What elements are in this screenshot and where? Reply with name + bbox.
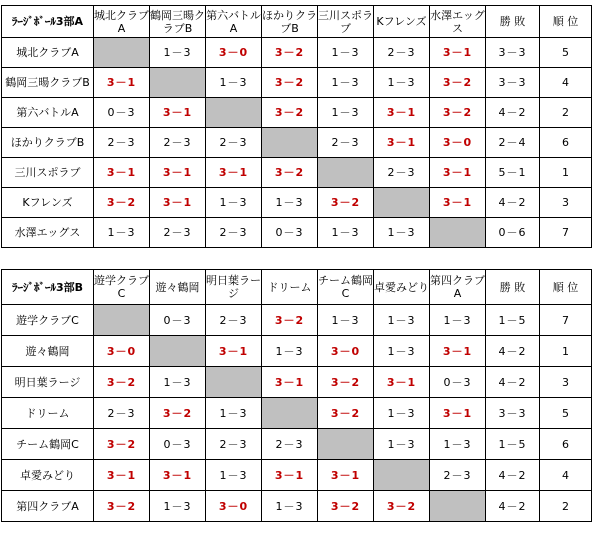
score-cell-win: 3－1: [374, 367, 430, 398]
column-header-team-2: 遊々鶴岡: [150, 270, 206, 305]
score-cell-loss: 0－3: [430, 367, 486, 398]
score-cell-win: 3－1: [430, 38, 486, 68]
table-row: [2, 188, 592, 218]
score-cell-loss: 1－3: [150, 491, 206, 522]
score-cell-win: 3－0: [430, 128, 486, 158]
self-match-cell: [150, 336, 206, 367]
score-cell-win: 3－1: [262, 460, 318, 491]
score-cell-loss: 1－3: [94, 218, 150, 248]
score-cell-win: 3－1: [430, 158, 486, 188]
column-header-team-7: 水澤エッグス: [430, 6, 486, 38]
record-cell: 4－2: [486, 491, 540, 522]
score-cell-win: 3－2: [430, 68, 486, 98]
score-cell-loss: 1－3: [206, 460, 262, 491]
score-cell-win: 3－1: [94, 158, 150, 188]
score-cell-win: 3－0: [318, 336, 374, 367]
self-match-cell: [374, 188, 430, 218]
score-cell-win: 3－2: [262, 38, 318, 68]
score-cell-win: 3－2: [262, 98, 318, 128]
column-header-rank: 順 位: [540, 6, 592, 38]
row-team-name: 卓愛みどり: [2, 460, 94, 491]
table-row: [2, 429, 592, 460]
row-team-name: 第四クラブA: [2, 491, 94, 522]
score-cell-win: 3－2: [94, 491, 150, 522]
score-cell-loss: 1－3: [318, 98, 374, 128]
self-match-cell: [430, 218, 486, 248]
league-table-3b: [1, 269, 592, 522]
column-header-team-5: 三川スポラブ: [318, 6, 374, 38]
table-row: [2, 491, 592, 522]
table-row: [2, 128, 592, 158]
rank-cell: 2: [540, 98, 592, 128]
record-cell: 0－6: [486, 218, 540, 248]
score-cell-win: 3－1: [430, 398, 486, 429]
record-cell: 4－2: [486, 98, 540, 128]
column-header-record: 勝 敗: [486, 6, 540, 38]
score-cell-win: 3－2: [318, 188, 374, 218]
score-cell-win: 3－1: [94, 68, 150, 98]
table-row: [2, 305, 592, 336]
score-cell-win: 3－0: [206, 38, 262, 68]
self-match-cell: [430, 491, 486, 522]
score-cell-loss: 2－3: [206, 305, 262, 336]
rank-cell: 3: [540, 188, 592, 218]
rank-cell: 1: [540, 158, 592, 188]
self-match-cell: [94, 38, 150, 68]
table-row: [2, 38, 592, 68]
score-cell-win: 3－1: [374, 98, 430, 128]
rank-cell: 7: [540, 305, 592, 336]
row-team-name: Kフレンズ: [2, 188, 94, 218]
self-match-cell: [206, 367, 262, 398]
column-header-team-4: ほかりクラブB: [262, 6, 318, 38]
table-row: [2, 367, 592, 398]
score-cell-loss: 0－3: [94, 98, 150, 128]
rank-cell: 6: [540, 128, 592, 158]
column-header-team-5: チーム鶴岡C: [318, 270, 374, 305]
score-cell-loss: 2－3: [94, 128, 150, 158]
score-cell-win: 3－1: [206, 336, 262, 367]
table-row: [2, 460, 592, 491]
score-cell-win: 3－1: [374, 128, 430, 158]
score-cell-loss: 2－3: [206, 218, 262, 248]
score-cell-win: 3－1: [150, 98, 206, 128]
row-team-name: ほかりクラブB: [2, 128, 94, 158]
league-table-3a: [1, 5, 592, 248]
column-header-team-1: 遊学クラブC: [94, 270, 150, 305]
score-cell-loss: 0－3: [150, 429, 206, 460]
score-cell-win: 3－2: [94, 367, 150, 398]
row-team-name: チーム鶴岡C: [2, 429, 94, 460]
record-cell: 2－4: [486, 128, 540, 158]
rank-cell: 5: [540, 38, 592, 68]
score-cell-win: 3－1: [150, 188, 206, 218]
self-match-cell: [374, 460, 430, 491]
score-cell-win: 3－1: [94, 460, 150, 491]
score-cell-loss: 1－3: [262, 188, 318, 218]
score-cell-win: 3－1: [262, 367, 318, 398]
score-cell-loss: 2－3: [374, 38, 430, 68]
row-team-name: 第六バトルA: [2, 98, 94, 128]
score-cell-loss: 0－3: [262, 218, 318, 248]
score-cell-win: 3－1: [150, 158, 206, 188]
score-cell-loss: 1－3: [318, 305, 374, 336]
record-cell: 3－3: [486, 38, 540, 68]
score-cell-win: 3－0: [206, 491, 262, 522]
score-cell-win: 3－1: [318, 460, 374, 491]
record-cell: 5－1: [486, 158, 540, 188]
column-header-team-3: 第六バトルA: [206, 6, 262, 38]
column-header-team-6: Kフレンズ: [374, 6, 430, 38]
score-cell-win: 3－2: [318, 367, 374, 398]
score-cell-loss: 1－3: [318, 68, 374, 98]
row-team-name: 明日葉ラージ: [2, 367, 94, 398]
score-cell-loss: 1－3: [374, 68, 430, 98]
column-header-team-1: 城北クラブA: [94, 6, 150, 38]
self-match-cell: [262, 128, 318, 158]
score-cell-win: 3－1: [150, 460, 206, 491]
record-cell: 1－5: [486, 429, 540, 460]
record-cell: 3－3: [486, 68, 540, 98]
score-cell-loss: 1－3: [318, 38, 374, 68]
rank-cell: 4: [540, 68, 592, 98]
row-team-name: 遊々鶴岡: [2, 336, 94, 367]
row-team-name: 三川スポラブ: [2, 158, 94, 188]
table-title: ﾗｰｼﾞﾎﾞｰﾙ3部B: [2, 270, 94, 305]
score-cell-loss: 2－3: [430, 460, 486, 491]
score-cell-win: 3－2: [374, 491, 430, 522]
score-cell-loss: 2－3: [94, 398, 150, 429]
score-cell-loss: 1－3: [374, 218, 430, 248]
column-header-rank: 順 位: [540, 270, 592, 305]
record-cell: 4－2: [486, 336, 540, 367]
column-header-team-7: 第四クラブA: [430, 270, 486, 305]
record-cell: 4－2: [486, 367, 540, 398]
record-cell: 4－2: [486, 188, 540, 218]
score-cell-loss: 2－3: [262, 429, 318, 460]
rank-cell: 1: [540, 336, 592, 367]
self-match-cell: [94, 305, 150, 336]
score-cell-loss: 2－3: [150, 128, 206, 158]
header-row: [2, 6, 592, 38]
score-cell-loss: 2－3: [150, 218, 206, 248]
table-row: [2, 398, 592, 429]
score-cell-win: 3－2: [262, 158, 318, 188]
score-cell-win: 3－1: [206, 158, 262, 188]
score-cell-win: 3－0: [94, 336, 150, 367]
rank-cell: 3: [540, 367, 592, 398]
column-header-team-2: 鶴岡三暘クラブB: [150, 6, 206, 38]
row-team-name: 遊学クラブC: [2, 305, 94, 336]
score-cell-loss: 1－3: [150, 367, 206, 398]
score-cell-loss: 1－3: [374, 398, 430, 429]
score-cell-loss: 1－3: [318, 218, 374, 248]
table-row: [2, 336, 592, 367]
column-header-record: 勝 敗: [486, 270, 540, 305]
score-cell-win: 3－2: [150, 398, 206, 429]
score-cell-win: 3－1: [430, 188, 486, 218]
row-team-name: 城北クラブA: [2, 38, 94, 68]
score-cell-win: 3－2: [94, 429, 150, 460]
score-cell-loss: 0－3: [150, 305, 206, 336]
score-cell-loss: 2－3: [374, 158, 430, 188]
score-cell-loss: 2－3: [206, 128, 262, 158]
score-cell-loss: 1－3: [206, 68, 262, 98]
rank-cell: 2: [540, 491, 592, 522]
score-cell-win: 3－2: [262, 68, 318, 98]
self-match-cell: [318, 429, 374, 460]
rank-cell: 4: [540, 460, 592, 491]
score-cell-win: 3－2: [318, 398, 374, 429]
row-team-name: 鶴岡三暘クラブB: [2, 68, 94, 98]
table-row: [2, 98, 592, 128]
self-match-cell: [150, 68, 206, 98]
table-row: [2, 158, 592, 188]
self-match-cell: [206, 98, 262, 128]
score-cell-loss: 1－3: [206, 398, 262, 429]
record-cell: 4－2: [486, 460, 540, 491]
record-cell: 3－3: [486, 398, 540, 429]
score-cell-win: 3－2: [94, 188, 150, 218]
score-cell-loss: 1－3: [206, 188, 262, 218]
record-cell: 1－5: [486, 305, 540, 336]
score-cell-loss: 1－3: [150, 38, 206, 68]
score-cell-loss: 1－3: [430, 305, 486, 336]
rank-cell: 6: [540, 429, 592, 460]
row-team-name: ドリーム: [2, 398, 94, 429]
score-cell-win: 3－2: [262, 305, 318, 336]
score-cell-loss: 1－3: [262, 491, 318, 522]
column-header-team-4: ドリーム: [262, 270, 318, 305]
score-cell-win: 3－2: [430, 98, 486, 128]
score-cell-loss: 1－3: [262, 336, 318, 367]
row-team-name: 水澤エッグス: [2, 218, 94, 248]
score-cell-loss: 1－3: [374, 429, 430, 460]
rank-cell: 5: [540, 398, 592, 429]
table-title: ﾗｰｼﾞﾎﾞｰﾙ3部A: [2, 6, 94, 38]
table-row: [2, 218, 592, 248]
column-header-team-3: 明日葉ラージ: [206, 270, 262, 305]
column-header-team-6: 卓愛みどり: [374, 270, 430, 305]
score-cell-loss: 2－3: [318, 128, 374, 158]
rank-cell: 7: [540, 218, 592, 248]
score-cell-win: 3－2: [318, 491, 374, 522]
self-match-cell: [318, 158, 374, 188]
self-match-cell: [262, 398, 318, 429]
score-cell-win: 3－1: [430, 336, 486, 367]
table-row: [2, 68, 592, 98]
score-cell-loss: 1－3: [430, 429, 486, 460]
header-row: [2, 270, 592, 305]
score-cell-loss: 1－3: [374, 305, 430, 336]
score-cell-loss: 1－3: [374, 336, 430, 367]
score-cell-loss: 2－3: [206, 429, 262, 460]
